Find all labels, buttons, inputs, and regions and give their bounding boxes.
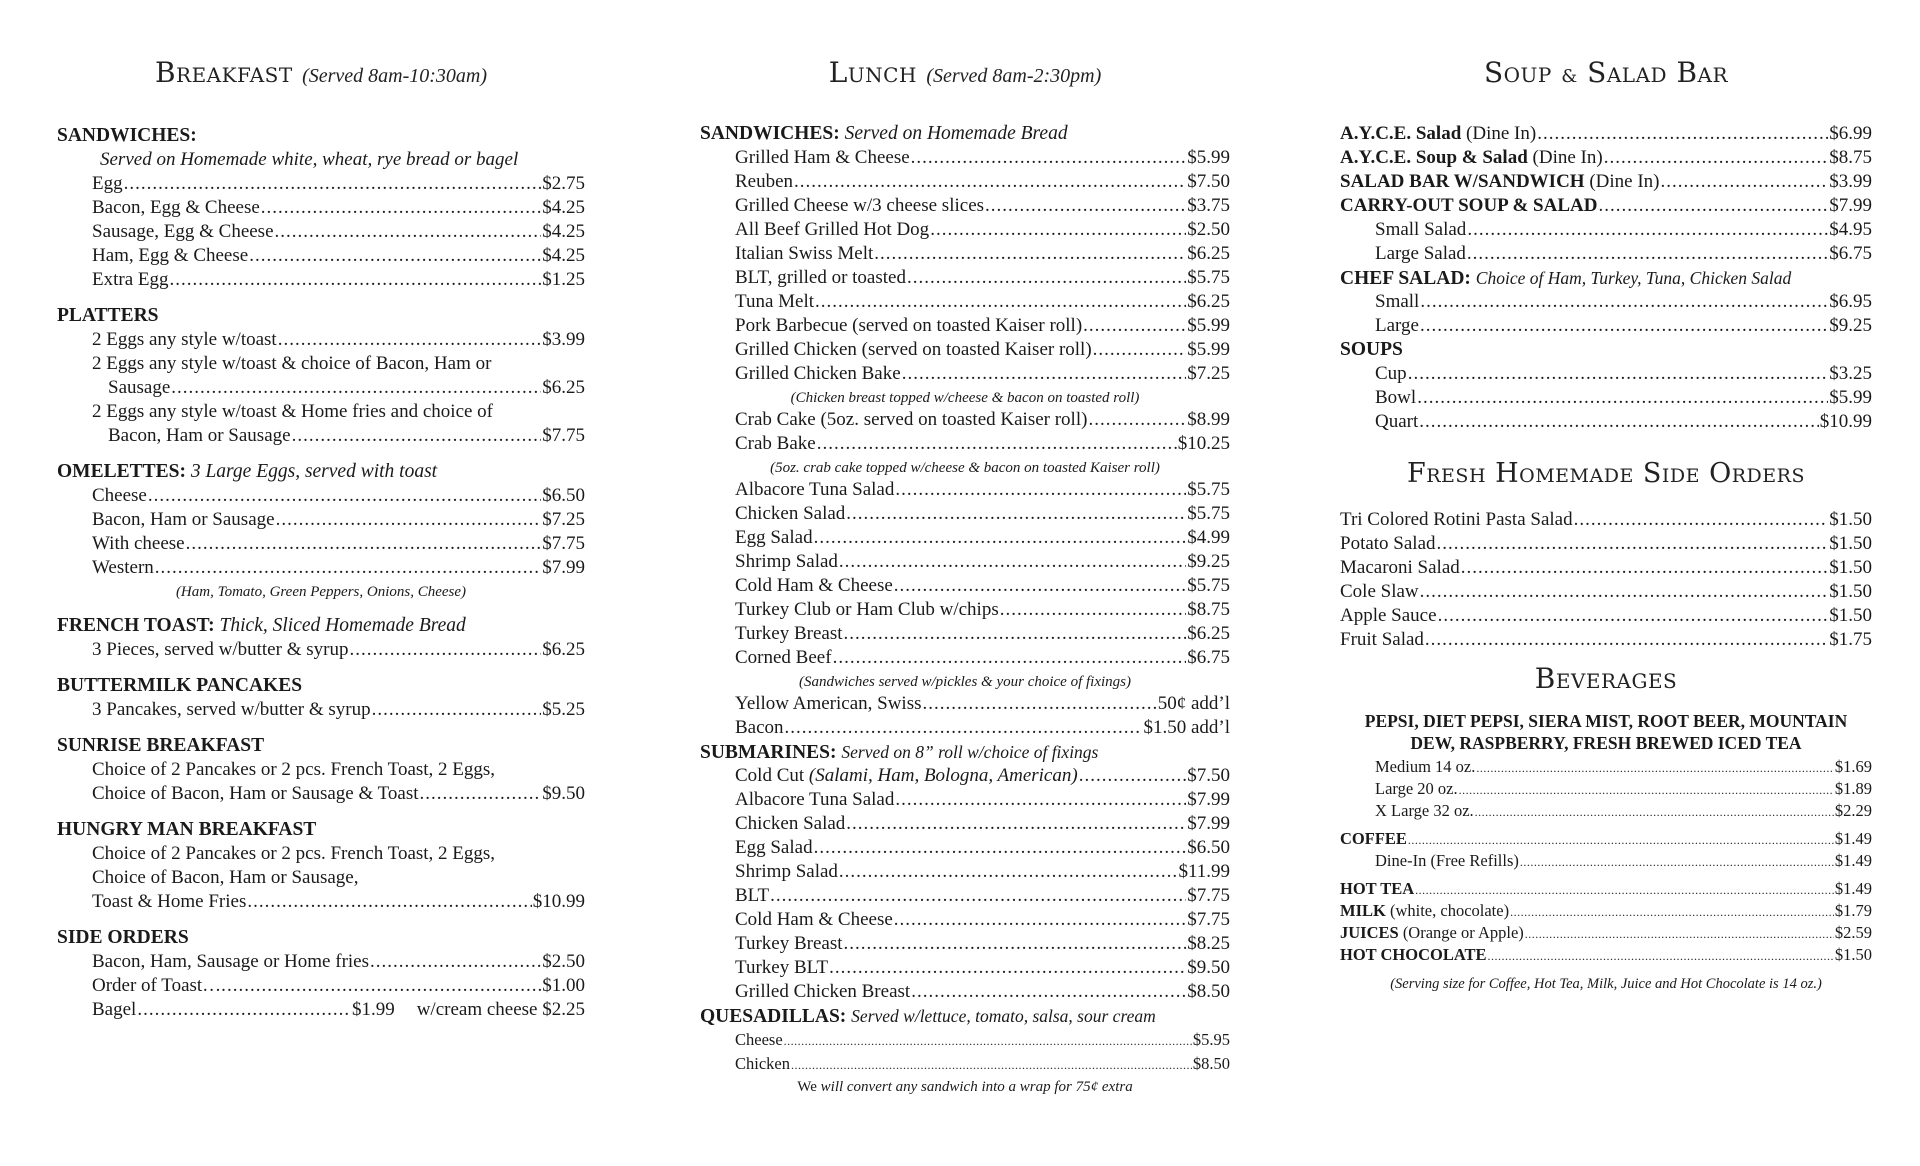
menu-item: Shrimp Salad ..... $11.99 (735, 860, 1230, 884)
menu-item-line: 2 Eggs any style w/toast & choice of Bacon, Ham or (92, 353, 492, 374)
menu-item: Egg Salad ..... $4.99 (735, 526, 1230, 550)
lunch-hours: (Served 8am-2:30pm) (926, 65, 1102, 87)
beverages-title: Beverages (1534, 662, 1678, 695)
fresh-sides-title: Fresh Homemade Side Orders (1407, 458, 1805, 489)
menu-item: Bacon ..... $1.50 add’l (735, 716, 1230, 740)
menu-item: Ham, Egg & Cheese ..... $4.25 (92, 244, 585, 268)
menu-item: JUICES (Orange or Apple) ..... $2.59 (1340, 922, 1872, 945)
menu-item: Turkey Club or Ham Club w/chips ..... $8.75 (735, 598, 1230, 622)
menu-item: Cold Cut (Salami, Ham, Bologna, American) ..... $7.50 (735, 764, 1230, 788)
menu-item: Large Salad ..... $6.75 (1375, 242, 1872, 266)
menu-item: Grilled Chicken Breast ..... $8.50 (735, 980, 1230, 1004)
menu-item: Grilled Cheese w/3 cheese slices ..... $3.75 (735, 194, 1230, 218)
menu-item: Large ..... $9.25 (1375, 314, 1872, 338)
menu-item: BLT ..... $7.75 (735, 884, 1230, 908)
menu-item-line: Choice of 2 Pancakes or 2 pcs. French Toast, 2 Eggs, (92, 759, 496, 780)
crab-note: (5oz. crab cake topped w/cheese & bacon on toasted Kaiser roll) (770, 460, 1160, 476)
menu-item: CARRY-OUT SOUP & SALAD ..... $7.99 (1340, 194, 1872, 218)
breakfast-hours: (Served 8am-10:30am) (302, 65, 488, 87)
menu-item: A.Y.C.E. Soup & Salad (Dine In) ..... $8.75 (1340, 146, 1872, 170)
menu-item: Fruit Salad ..... $1.75 (1340, 628, 1872, 652)
menu-item: Grilled Chicken Bake ..... $7.25 (735, 362, 1230, 386)
sunrise-heading: SUNRISE BREAKFAST (57, 735, 265, 756)
menu-item: Egg Salad ..... $6.50 (735, 836, 1230, 860)
quesadillas-heading: QUESADILLAS: Served w/lettuce, tomato, salsa, sour cream (700, 1006, 1156, 1027)
menu-item: Medium 14 oz. ..... $1.69 (1375, 756, 1872, 779)
menu-item: Crab Bake ..... $10.25 (735, 432, 1230, 456)
menu-item: 2 Eggs any style w/toast ..... $3.99 (92, 328, 585, 352)
pancakes-heading: BUTTERMILK PANCAKES (57, 675, 303, 696)
menu-item: Corned Beef ..... $6.75 (735, 646, 1230, 670)
menu-item: Albacore Tuna Salad ..... $7.99 (735, 788, 1230, 812)
menu-item: Cold Ham & Cheese ..... $5.75 (735, 574, 1230, 598)
french-toast-heading: FRENCH TOAST: Thick, Sliced Homemade Bread (57, 615, 466, 636)
menu-item: Yellow American, Swiss ..... 50¢ add’l (735, 692, 1230, 716)
menu-item: MILK (white, chocolate) ..... $1.79 (1340, 900, 1872, 923)
breakfast-sandwiches-note: Served on Homemade white, wheat, rye bread or bagel (100, 149, 519, 170)
menu-item: All Beef Grilled Hot Dog ..... $2.50 (735, 218, 1230, 242)
bake-note: (Chicken breast topped w/cheese & bacon on toasted roll) (790, 390, 1140, 406)
hungry-man-heading: HUNGRY MAN BREAKFAST (57, 819, 317, 840)
menu-item: BLT, grilled or toasted ..... $5.75 (735, 266, 1230, 290)
menu-item: 3 Pieces, served w/butter & syrup ..... $6.25 (92, 638, 585, 662)
platters-heading: PLATTERS (57, 305, 159, 326)
menu-item: 3 Pancakes, served w/butter & syrup ..... $5.25 (92, 698, 585, 722)
menu-item: Order of Toast…. ..... $1.00 (92, 974, 585, 998)
menu-item: Chicken Salad ..... $7.99 (735, 812, 1230, 836)
menu-item: Tri Colored Rotini Pasta Salad ..... $1.50 (1340, 508, 1872, 532)
menu-item: Macaroni Salad ..... $1.50 (1340, 556, 1872, 580)
menu-item: Cheese ..... $6.50 (92, 484, 585, 508)
lunch-sandwiches-heading: SANDWICHES: Served on Homemade Bread (700, 123, 1068, 144)
menu-item: Cole Slaw ..... $1.50 (1340, 580, 1872, 604)
menu-item: Egg ..... $2.75 (92, 172, 585, 196)
menu-item: HOT TEA ..... $1.49 (1340, 878, 1872, 901)
menu-item: Grilled Ham & Cheese ..... $5.99 (735, 146, 1230, 170)
menu-item-line: 2 Eggs any style w/toast & Home fries and choice of (92, 401, 494, 422)
menu-item: Chicken Salad ..... $5.75 (735, 502, 1230, 526)
bagel-item: Bagel ..... $1.99 w/cream cheese $2.25 (92, 998, 585, 1022)
menu-item: Grilled Chicken (served on toasted Kaiser roll) ..... $5.99 (735, 338, 1230, 362)
soda-list-line2: DEW, RASPBERRY, FRESH BREWED ICED TEA (1410, 733, 1802, 753)
menu-item: Crab Cake (5oz. served on toasted Kaiser roll) ..... $8.99 (735, 408, 1230, 432)
menu-item: Bacon, Ham or Sausage ..... $7.75 (108, 424, 585, 448)
western-note: (Ham, Tomato, Green Peppers, Onions, Cheese) (175, 584, 467, 600)
menu-item: Italian Swiss Melt ..... $6.25 (735, 242, 1230, 266)
menu-item: Apple Sauce ..... $1.50 (1340, 604, 1872, 628)
pickles-note: (Sandwiches served w/pickles & your choice of fixings) (799, 674, 1131, 690)
menu-item: Large 20 oz. ..... $1.89 (1375, 778, 1872, 801)
menu-item: Small Salad ..... $4.95 (1375, 218, 1872, 242)
wrap-note: We will convert any sandwich into a wrap for 75¢ extra (797, 1079, 1133, 1095)
menu-item: Small ..... $6.95 (1375, 290, 1872, 314)
menu-item: Pork Barbecue (served on toasted Kaiser roll) ..... $5.99 (735, 314, 1230, 338)
omelettes-heading: OMELETTES: 3 Large Eggs, served with toast (57, 461, 438, 482)
menu-item: Sausage, Egg & Cheese ..... $4.25 (92, 220, 585, 244)
menu-item: Quart ..... $10.99 (1375, 410, 1872, 434)
breakfast-title: Breakfast (Served 8am-10:30am) (154, 56, 488, 89)
chef-salad-heading: CHEF SALAD: Choice of Ham, Turkey, Tuna, Chicken Salad (1340, 268, 1792, 289)
menu-item: Bacon, Egg & Cheese ..... $4.25 (92, 196, 585, 220)
menu-item: Cup ..... $3.25 (1375, 362, 1872, 386)
lunch-title: Lunch (Served 8am-2:30pm) (828, 56, 1102, 89)
menu-item: A.Y.C.E. Salad (Dine In) ..... $6.99 (1340, 122, 1872, 146)
soups-heading: SOUPS (1340, 339, 1403, 360)
menu-item: Shrimp Salad ..... $9.25 (735, 550, 1230, 574)
soup-salad-title: Soup & Salad Bar (1483, 56, 1729, 89)
menu-item-line: Choice of Bacon, Ham or Sausage, (92, 867, 359, 888)
menu-item: Potato Salad ..... $1.50 (1340, 532, 1872, 556)
menu-item: Dine-In (Free Refills) ..... $1.49 (1375, 850, 1872, 873)
menu-item: Turkey Breast ..... $8.25 (735, 932, 1230, 956)
soda-list-line1: PEPSI, DIET PEPSI, SIERA MIST, ROOT BEER, MOUNTAIN (1364, 711, 1848, 731)
menu-item: Bacon, Ham, Sausage or Home fries ..... $2.50 (92, 950, 585, 974)
menu-item: X Large 32 oz. ..... $2.29 (1375, 800, 1872, 823)
menu-item: Turkey BLT ..... $9.50 (735, 956, 1230, 980)
menu-item: Extra Egg ..... $1.25 (92, 268, 585, 292)
submarines-heading: SUBMARINES: Served on 8” roll w/choice of fixings (700, 742, 1099, 763)
menu-item: Cheese ..... $5.95 (735, 1029, 1230, 1052)
serving-size-note: (Serving size for Coffee, Hot Tea, Milk, Juice and Hot Chocolate is 14 oz.) (1390, 976, 1822, 992)
menu-item: Western ..... $7.99 (92, 556, 585, 580)
menu-item: With cheese ..... $7.75 (92, 532, 585, 556)
menu-item: Reuben ..... $7.50 (735, 170, 1230, 194)
side-orders-heading: SIDE ORDERS (57, 927, 189, 948)
menu-item: Sausage ..... $6.25 (108, 376, 585, 400)
menu-item: Bacon, Ham or Sausage ..... $7.25 (92, 508, 585, 532)
menu-item: Cold Ham & Cheese ..... $7.75 (735, 908, 1230, 932)
menu-item: SALAD BAR W/SANDWICH (Dine In) ..... $3.99 (1340, 170, 1872, 194)
menu-item: HOT CHOCOLATE ..... $1.50 (1340, 944, 1872, 967)
menu-item: Toast & Home Fries ..... $10.99 (92, 890, 585, 914)
menu-item-line: Choice of 2 Pancakes or 2 pcs. French Toast, 2 Eggs, (92, 843, 496, 864)
menu-item: Albacore Tuna Salad ..... $5.75 (735, 478, 1230, 502)
menu-item: Bowl ..... $5.99 (1375, 386, 1872, 410)
menu-item: Tuna Melt ..... $6.25 (735, 290, 1230, 314)
menu-item: Turkey Breast ..... $6.25 (735, 622, 1230, 646)
menu-item: COFFEE ..... $1.49 (1340, 828, 1872, 851)
menu-item: Chicken ..... $8.50 (735, 1053, 1230, 1076)
menu-item: Choice of Bacon, Ham or Sausage & Toast ..... $9.50 (92, 782, 585, 806)
breakfast-sandwiches-heading: SANDWICHES: (57, 125, 197, 146)
